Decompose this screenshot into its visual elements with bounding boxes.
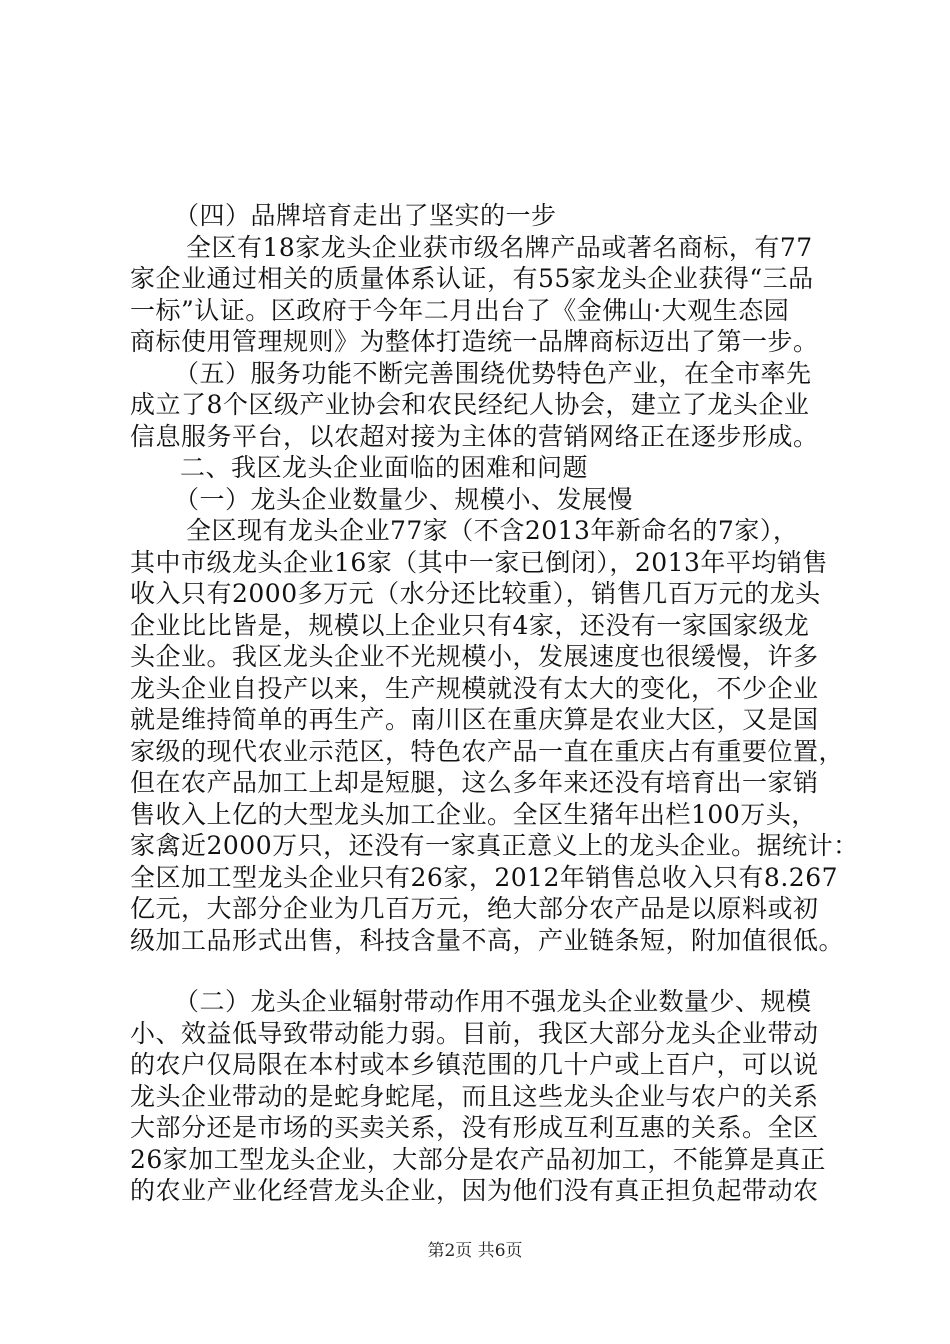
- text-line: 家级的现代农业示范区，特色农产品一直在重庆占有重要位置，: [130, 736, 845, 766]
- section-heading-problems: 二、我区龙头企业面临的困难和问题: [180, 453, 589, 482]
- page-number-footer: 第2页 共6页: [427, 1241, 523, 1261]
- text-line: 龙头企业带动的是蛇身蛇尾，而且这些龙头企业与农户的关系: [130, 1081, 819, 1111]
- text-line: 龙头企业自投产以来，生产规模就没有太大的变化，不少企业: [130, 673, 819, 703]
- text-line: 成立了8个区级产业协会和农民经纪人协会，建立了龙头企业: [130, 390, 810, 419]
- text-line: 家企业通过相关的质量体系认证，有55家龙头企业获得“三品: [130, 264, 814, 293]
- text-line: 的农户仅局限在本村或本乡镇范围的几十户或上百户，可以说: [130, 1050, 819, 1079]
- text-line: 全区现有龙头企业77家（不含2013年新命名的7家），: [186, 516, 799, 545]
- text-line: 企业比比皆是，规模以上企业只有4家，还没有一家国家级龙: [130, 610, 810, 640]
- text-line: 信息服务平台，以农超对接为主体的营销网络正在逐步形成。: [130, 421, 819, 451]
- text-line: 级加工品形式出售，科技含量不高，产业链条短，附加值很低。: [130, 925, 845, 955]
- text-line: 的农业产业化经营龙头企业，因为他们没有真正担负起带动农: [130, 1176, 819, 1205]
- text-line: 就是维持简单的再生产。南川区在重庆算是农业大区，又是国: [130, 705, 819, 734]
- text-line: 全区加工型龙头企业只有26家，2012年销售总收入只有8.267: [130, 862, 839, 892]
- text-line: 全区有18家龙头企业获市级名牌产品或著名商标，有77: [186, 232, 813, 262]
- text-line: 商标使用管理规则》为整体打造统一品牌商标迈出了第一步。: [130, 327, 819, 356]
- text-line: 一标”认证。区政府于今年二月出台了《金佛山·大观生态园: [130, 295, 790, 325]
- text-line: 头企业。我区龙头企业不光规模小，发展速度也很缓慢，许多: [130, 642, 819, 671]
- section-heading-brand: （四）品牌培育走出了坚实的一步: [174, 201, 557, 230]
- subsection-heading-radiation: （二）龙头企业辐射带动作用不强龙头企业数量少、规模: [174, 987, 812, 1016]
- text-line: 26家加工型龙头企业，大部分是农产品初加工，不能算是真正: [130, 1144, 826, 1174]
- text-line: 收入只有2000多万元（水分还比较重），销售几百万元的龙头: [130, 579, 821, 608]
- text-line: 其中市级龙头企业16家（其中一家已倒闭），2013年平均销售: [130, 547, 828, 577]
- text-line: 家禽近2000万只，还没有一家真正意义上的龙头企业。据统计：: [130, 831, 859, 860]
- subsection-heading-scale: （一）龙头企业数量少、规模小、发展慢: [174, 484, 634, 514]
- text-line: 大部分还是市场的买卖关系，没有形成互利互惠的关系。全区: [130, 1113, 819, 1142]
- paragraph-gap: [130, 956, 830, 986]
- document-body: [130, 200, 859, 1207]
- text-line: 售收入上亿的大型龙头加工企业。全区生猪年出栏100万头，: [130, 799, 817, 829]
- text-line: 亿元，大部分企业为几百万元，绝大部分农产品是以原料或初: [130, 894, 819, 923]
- text-line: 小、效益低导致带动能力弱。目前，我区大部分龙头企业带动: [130, 1018, 819, 1048]
- text-line: 但在农产品加工上却是短腿，这么多年来还没有培育出一家销: [130, 768, 819, 797]
- section-heading-service: （五）服务功能不断完善围绕优势特色产业，在全市率先: [174, 358, 812, 388]
